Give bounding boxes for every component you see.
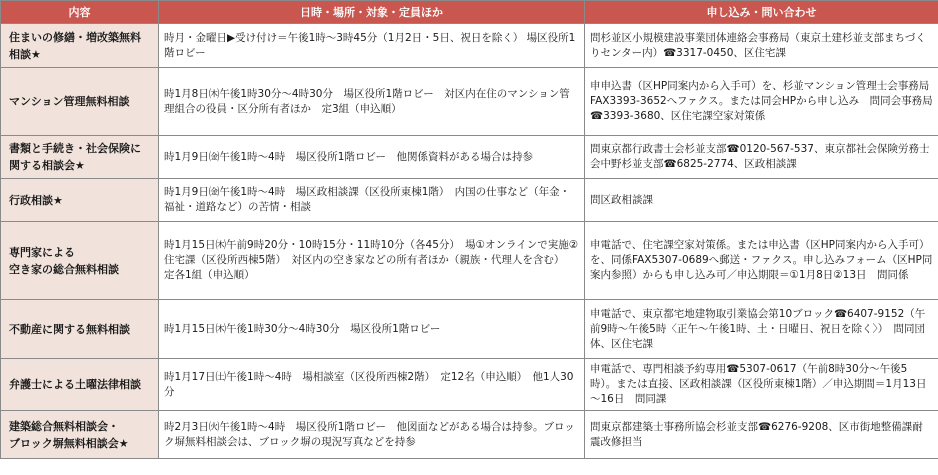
table-body bbox=[1, 24, 938, 459]
consultation-contact: 問東京都建築士事務所協会杉並支部☎6276-9208、区市街地整備課耐震改修担当 bbox=[585, 411, 938, 459]
table-row bbox=[1, 136, 938, 179]
consultation-details: 時1月9日㈮午後1時～4時 場区政相談課（区役所東棟1階） 内国の仕事など（年金・福祉・道路など）の苦情・相談 bbox=[159, 179, 585, 222]
consultation-name: 専門家による 空き家の総合無料相談 bbox=[1, 222, 159, 300]
consultation-details: 時月・金曜日▶受け付け＝午後1時～3時45分（1月2日・5日、祝日を除く） 場区役所1階ロビー bbox=[159, 24, 585, 68]
consultation-name: 住まいの修繕・増改築無料相談★ bbox=[1, 24, 159, 68]
consultation-contact: 申申込書（区HP同案内から入手可）を、杉並マンション管理士会事務局FAX3393-3652へファクス。または同会HPから申し込み 問同会事務局☎3393-3680、区住宅課空家対策係 bbox=[585, 68, 938, 136]
consultation-contact: 問区政相談課 bbox=[585, 179, 938, 222]
consultation-details: 時1月15日㈭午後1時30分～4時30分 場区役所1階ロビー bbox=[159, 300, 585, 359]
consultation-details: 時1月8日㈭午後1時30分～4時30分 場区役所1階ロビー 対区内在住のマンション管理組合の役員・区分所有者ほか 定3組（申込順） bbox=[159, 68, 585, 136]
consultation-name: 建築総合無料相談会・ ブロック塀無料相談会★ bbox=[1, 411, 159, 459]
header-details: 日時・場所・対象・定員ほか bbox=[159, 1, 585, 24]
consultation-contact: 申電話で、住宅課空家対策係。または申込書（区HP同案内から入手可）を、同係FAX5307-0689へ郵送・ファクス。申し込みフォーム（区HP同案内参照）からも申し込み可／申込期限＝①1月8日②13日 問同係 bbox=[585, 222, 938, 300]
consultation-contact: 申電話で、東京都宅地建物取引業協会第10ブロック☎6407-9152（午前9時～午後5時〈正午～午後1時、土・日曜日、祝日を除く〉） 問同団体、区住宅課 bbox=[585, 300, 938, 359]
consultation-name: 行政相談★ bbox=[1, 179, 159, 222]
table-row bbox=[1, 24, 938, 68]
consultation-contact: 問東京都行政書士会杉並支部☎0120-567-537、東京都社会保険労務士会中野杉並支部☎6825-2774、区政相談課 bbox=[585, 136, 938, 179]
table-row bbox=[1, 222, 938, 300]
header-contact: 申し込み・問い合わせ bbox=[585, 1, 938, 24]
consultation-details: 時2月3日㈫午後1時～4時 場区役所1階ロビー 他図面などがある場合は持参。ブロック塀無料相談会は、ブロック塀の現況写真などを持参 bbox=[159, 411, 585, 459]
consultation-details: 時1月17日㈯午後1時～4時 場相談室（区役所西棟2階） 定12名（申込順） 他1人30分 bbox=[159, 359, 585, 411]
header-content: 内容 bbox=[1, 1, 159, 24]
consultation-name: 弁護士による土曜法律相談 bbox=[1, 359, 159, 411]
table-row bbox=[1, 179, 938, 222]
table-header-row bbox=[1, 1, 938, 24]
table-row bbox=[1, 411, 938, 459]
consultation-details: 時1月9日㈮午後1時～4時 場区役所1階ロビー 他関係資料がある場合は持参 bbox=[159, 136, 585, 179]
consultation-contact: 問杉並区小規模建設事業団体連絡会事務局（東京土建杉並支部まちづくりセンター内）☎3317-0450、区住宅課 bbox=[585, 24, 938, 68]
table-row bbox=[1, 300, 938, 359]
table-row bbox=[1, 68, 938, 136]
consultation-details: 時1月15日㈭午前9時20分・10時15分・11時10分（各45分） 場①オンラインで実施②住宅課（区役所西棟5階） 対区内の空き家などの所有者ほか（親族・代理人を含む） 定各1組（申込順） bbox=[159, 222, 585, 300]
consultation-name: 書類と手続き・社会保険に関する相談会★ bbox=[1, 136, 159, 179]
consultation-contact: 申電話で、専門相談予約専用☎5307-0617（午前8時30分～午後5時）。または直接、区政相談課（区役所東棟1階）／申込期間＝1月13日～16日 問同課 bbox=[585, 359, 938, 411]
consultation-name: 不動産に関する無料相談 bbox=[1, 300, 159, 359]
table-row bbox=[1, 359, 938, 411]
consultation-name: マンション管理無料相談 bbox=[1, 68, 159, 136]
